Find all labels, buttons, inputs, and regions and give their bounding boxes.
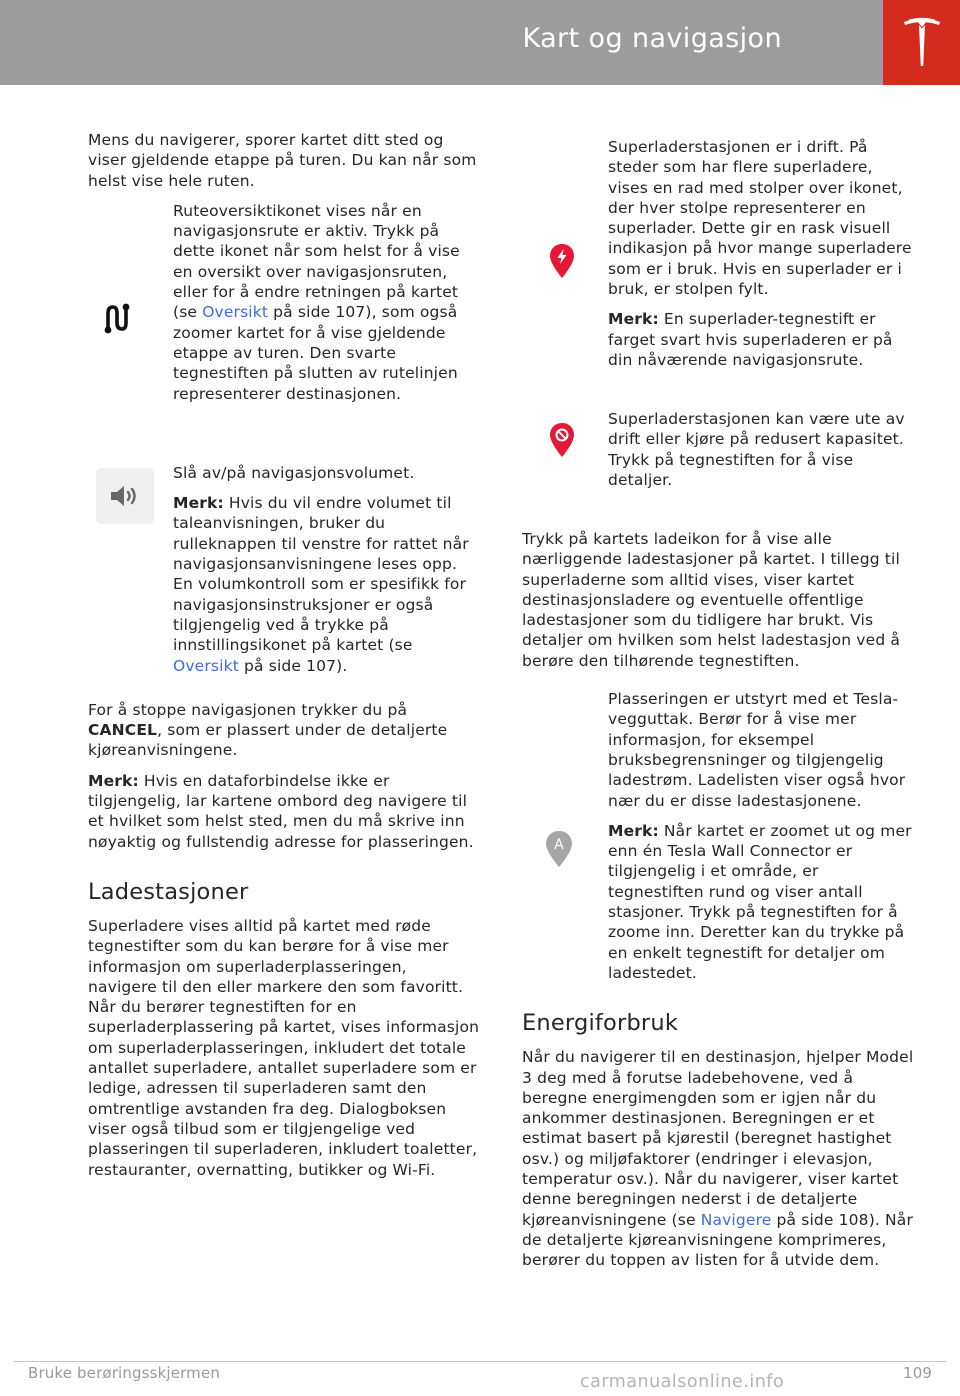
supercharger-out-row	[522, 409, 917, 521]
ladestasjoner-heading: Ladestasjoner	[88, 878, 249, 905]
volume-text: Slå av/på navigasjonsvolumet.	[173, 463, 415, 482]
volume-button[interactable]	[96, 468, 154, 524]
wall-connector-row	[522, 689, 917, 983]
navigere-link[interactable]: Navigere	[700, 1210, 772, 1229]
footer-section: Bruke berøringsskjermen	[28, 1364, 220, 1382]
volume-note: Merk: Hvis du vil endre volumet til taleanvisningen, bruker du rulleknappen til venstre for rattet når navigasjonsanvisningene leses opp. En volumkontroll som er spesifikk for navigasjonsinstruksjoner er også tilgjengelig ved å trykke på innstillingsikonet på kartet (se Oversikt på side 107).	[173, 494, 469, 675]
stop-navigation-paragraph: For å stoppe navigasjonen trykker du på CANCEL, som er plassert under de detaljerte kjøreanvisningene.	[88, 700, 448, 760]
route-overview-text: Ruteoversiktikonet vises når en navigasjonsrute er aktiv. Trykk på dette ikonet når som helst for å vise en oversikt over navigasjonsruten, eller for å endre retningen på kartet (se Oversikt på side 107), som også zoomer kartet for å vise gjeldende etappe av turen. Den svarte tegnestiften på slutten av rutelinjen representerer destinasjonen.	[173, 201, 460, 403]
wall-pin-letter: A	[554, 837, 564, 854]
ladestasjoner-paragraph: Superladere vises alltid på kartet med røde tegnestifter som du kan berøre for å vise mer informasjon om superladerplasseringen, navigere til den eller markere den som favoritt. Når du berører tegnestiften for en superladerplassering på kartet, vises informasjon om superladerplasseringen, inkludert det totale antallet superladere, antallet superladere som er ledige, adressen til superladeren samt den omtrentlige avstanden fra deg. Dialogboksen viser også tilbud som er tilgjengelige ved plasseringen til superladeren, inkludert toaletter, restauranter, overnatting, butikker og Wi-Fi.	[88, 916, 480, 1179]
wall-connector-text: Plasseringen er utstyrt med et Tesla-vegguttak. Berør for å vise mer informasjon, for eksempel bruksbegrensninger og tilgjengelig ladestrøm. Ladelisten viser også hvor nær du er disse ladestasjonene.	[608, 690, 906, 810]
route-overview-row	[88, 201, 480, 453]
page-title: Kart og navigasjon	[522, 23, 782, 54]
data-connection-note: Merk: Hvis en dataforbindelse ikke er tilgjengelig, lar kartene ombord deg navigere til et hvilket som helst sted, men du må skrive inn nøyaktig og fullstendig adresse for plasseringen.	[88, 771, 474, 851]
intro-paragraph: Mens du navigerer, sporer kartet ditt sted og viser gjeldende etappe på turen. Du kan når som helst vise hele ruten.	[88, 131, 477, 190]
tesla-logo-icon	[902, 16, 942, 68]
supercharger-note: Merk: En superlader-tegnestift er farget svart hvis superladeren er på din nåværende navigasjonsrute.	[608, 310, 893, 369]
wall-connector-pin-icon	[544, 829, 574, 874]
volume-row	[88, 463, 480, 676]
supercharger-out-text: Superladerstasjonen kan være ute av drift eller kjøre på redusert kapasitet. Trykk på tegnestiften for å vise detaljer.	[608, 410, 905, 489]
supercharger-out-pin-icon	[548, 421, 576, 464]
supercharger-pin-icon	[548, 242, 576, 285]
supercharger-row	[522, 137, 917, 399]
tesla-logo	[883, 0, 960, 85]
page-number: 109	[903, 1364, 933, 1382]
left-column	[88, 130, 480, 1190]
watermark: carmanualsonline.info	[580, 1372, 785, 1392]
footer-divider	[14, 1361, 946, 1362]
wall-connector-note: Merk: Når kartet er zoomet ut og mer enn én Tesla Wall Connector er tilgjengelig i et område, er tegnestiften rund og viser antall stasjoner. Trykk på tegnestiften for å zoome inn. Deretter kan du trykke på en enkelt tegnestift for detaljer om ladestedet.	[608, 821, 912, 982]
route-overview-icon	[102, 301, 130, 342]
supercharger-text: Superladerstasjonen er i drift. På steder som har flere superladere, vises en rad med stolper over ikonet, der hver stolpe representerer en superlader. Dette gir en rask visuell indikasjon på hvor mange superladere som er i bruk. Hvis en superlader er i bruk, er stolpen fylt.	[608, 138, 912, 299]
page-header	[0, 0, 883, 85]
energiforbruk-paragraph: Når du navigerer til en destinasjon, hjelper Model 3 deg med å forutse ladebehovene, ved å beregne energimengden som er igjen når du ankommer destinasjonen. Beregningen er et estimat basert på kjørestil (beregnet hastighet osv.) og miljøfaktorer (endringer i elevasjon, temperatur osv.). Når du navigerer, viser kartet denne beregningen nederst i de detaljerte kjøreanvisningene (se Navigere på side 108). Når de detaljerte kjøreanvisningene komprimeres, berører du toppen av listen for å utvide dem.	[522, 1048, 914, 1270]
energiforbruk-heading: Energiforbruk	[522, 1010, 679, 1037]
oversikt-link[interactable]: Oversikt	[202, 303, 269, 322]
charge-icon-paragraph: Trykk på kartets ladeikon for å vise alle nærliggende ladestasjoner på kartet. I tillegg til superladerne som alltid vises, viser kartet destinasjonsladere og eventuelle offentlige ladestasjoner som du tidligere har brukt. Vis detaljer om hvilken som helst ladestasjon ved å berøre den tilhørende tegnestiften.	[522, 530, 901, 670]
volume-icon	[109, 484, 141, 508]
oversikt-link-2[interactable]: Oversikt	[173, 656, 239, 675]
cancel-label: CANCEL	[88, 721, 158, 740]
right-column	[522, 137, 917, 1281]
